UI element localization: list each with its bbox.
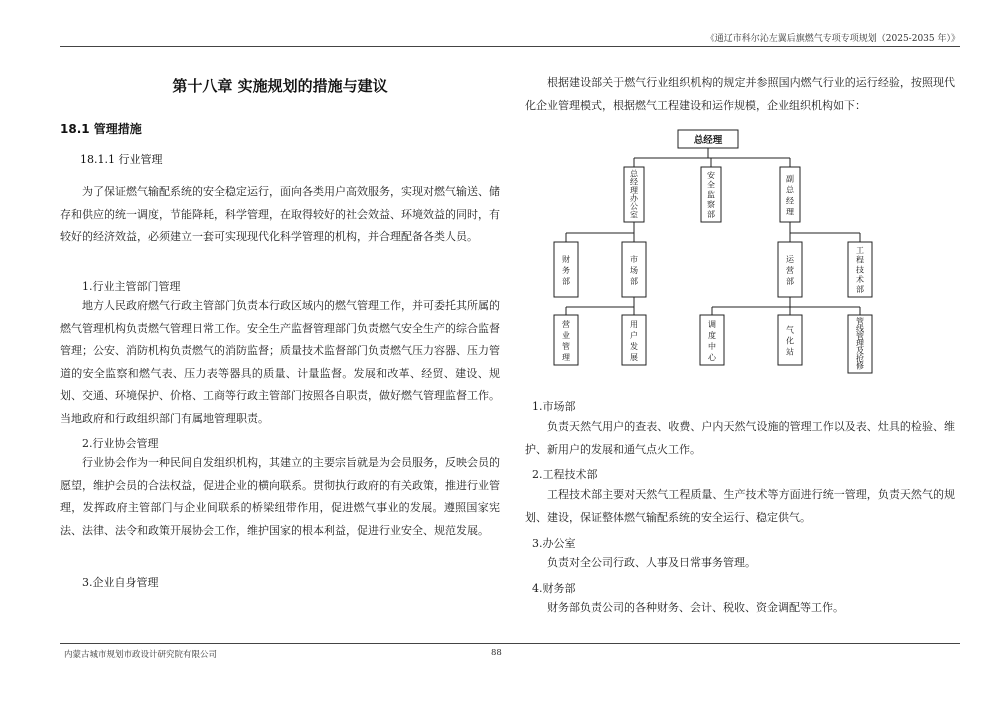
s3-paragraph: 负责对全公司行政、人事及日常事务管理。 <box>547 556 756 569</box>
org-label-level2: 安全监察部 <box>707 170 715 219</box>
org-label-level4: 营业管理 <box>562 319 570 362</box>
s2-heading: 2.工程技术部 <box>532 468 598 481</box>
chapter-title: 第十八章 实施规划的措施与建议 <box>172 77 388 95</box>
footer-organization: 内蒙古城市规划市政设计研究院有限公司 <box>64 650 218 660</box>
item1-heading: 1.行业主管部门管理 <box>82 280 181 293</box>
page-number: 88 <box>491 648 502 658</box>
org-label-level2: 副总经理 <box>786 174 794 217</box>
s3-heading: 3.办公室 <box>532 537 576 550</box>
org-label-level4: 管线管理及抢修 <box>856 316 864 371</box>
org-label-level3: 工程技术部 <box>856 245 864 294</box>
org-label-level2: 总经理办公室 <box>630 169 638 220</box>
org-label-level4: 用户发展 <box>630 319 638 362</box>
s4-paragraph: 财务部负责公司的各种财务、会计、税收、资金调配等工作。 <box>547 601 844 614</box>
document-header-title: 《通辽市科尔沁左翼后旗燃气专项专项规划（2025-2035 年）》 <box>705 34 960 44</box>
org-label-root: 总经理 <box>693 135 723 146</box>
org-label-level3: 运营部 <box>786 254 794 286</box>
s1-heading: 1.市场部 <box>532 400 576 413</box>
item2-paragraph: 行业协会作为一种民间自发组织机构，其建立的主要宗旨就是为会员服务，反映会员的愿望，维护会员的合法权益，促进企业的横向联系。贯彻执行政府的有关政策，推进行业管理，发挥政府主管部门与企业间联系的桥梁纽带作用，促进燃气事业的发展。遵照国家宪法、法律、法令和政策开展协会工作，维护国家的根本利益，促进行业安全、规范发展。 <box>60 456 500 537</box>
s1-paragraph: 负责天然气用户的查表、收费、户内天然气设施的管理工作以及表、灶具的检验、维护、新用户的发展和通气点火工作。 <box>525 420 955 456</box>
item1-paragraph: 地方人民政府燃气行政主管部门负责本行政区域内的燃气管理工作，并可委托其所属的燃气管理机构负责燃气管理日常工作。安全生产监督管理部门负责燃气安全生产的综合监督管理；公安、消防机构负责燃气的消防监督；质量技术监督部门负责燃气压力容器、压力管道的安全监察和燃气表、压力表等器具的质量、计量监督。发展和改革、经贸、建设、规划、交通、环境保护、价格、工商等行政主管部门按照各自职责，做好燃气管理监督工作。当地政府和行政组织部门有属地管理职责。 <box>60 299 500 425</box>
intro-paragraph: 为了保证燃气输配系统的安全稳定运行，面向各类用户高效服务，实现对燃气输送、储存和供应的统一调度，节能降耗，科学管理，在取得较好的社会效益、环境效益的同时，有较好的经济效益，必须建立一套可实现现代化科学管理的机构，并合理配备各类人员。 <box>60 185 500 243</box>
s2-paragraph: 工程技术部主要对天然气工程质量、生产技术等方面进行统一管理，负责天然气的规划、建设，保证整体燃气输配系统的安全运行、稳定供气。 <box>525 488 955 524</box>
org-label-level3: 市场部 <box>630 254 638 286</box>
header-divider <box>60 46 960 47</box>
org-chart <box>548 125 878 385</box>
org-label-level4: 调度中心 <box>708 319 716 362</box>
s4-heading: 4.财务部 <box>532 582 576 595</box>
footer-divider <box>60 643 960 644</box>
org-chart-svg <box>548 125 878 385</box>
org-intro-paragraph: 根据建设部关于燃气行业组织机构的规定并参照国内燃气行业的运行经验，按照现代化企业管理模式，根据燃气工程建设和运作规模，企业组织机构如下： <box>525 76 955 112</box>
org-label-level4: 气化站 <box>786 325 794 357</box>
item2-heading: 2.行业协会管理 <box>82 437 159 450</box>
subsection-title: 18.1.1 行业管理 <box>80 153 163 166</box>
org-label-level3: 财务部 <box>562 254 570 286</box>
section-title: 18.1 管理措施 <box>60 122 142 136</box>
item3-heading: 3.企业自身管理 <box>82 576 159 589</box>
